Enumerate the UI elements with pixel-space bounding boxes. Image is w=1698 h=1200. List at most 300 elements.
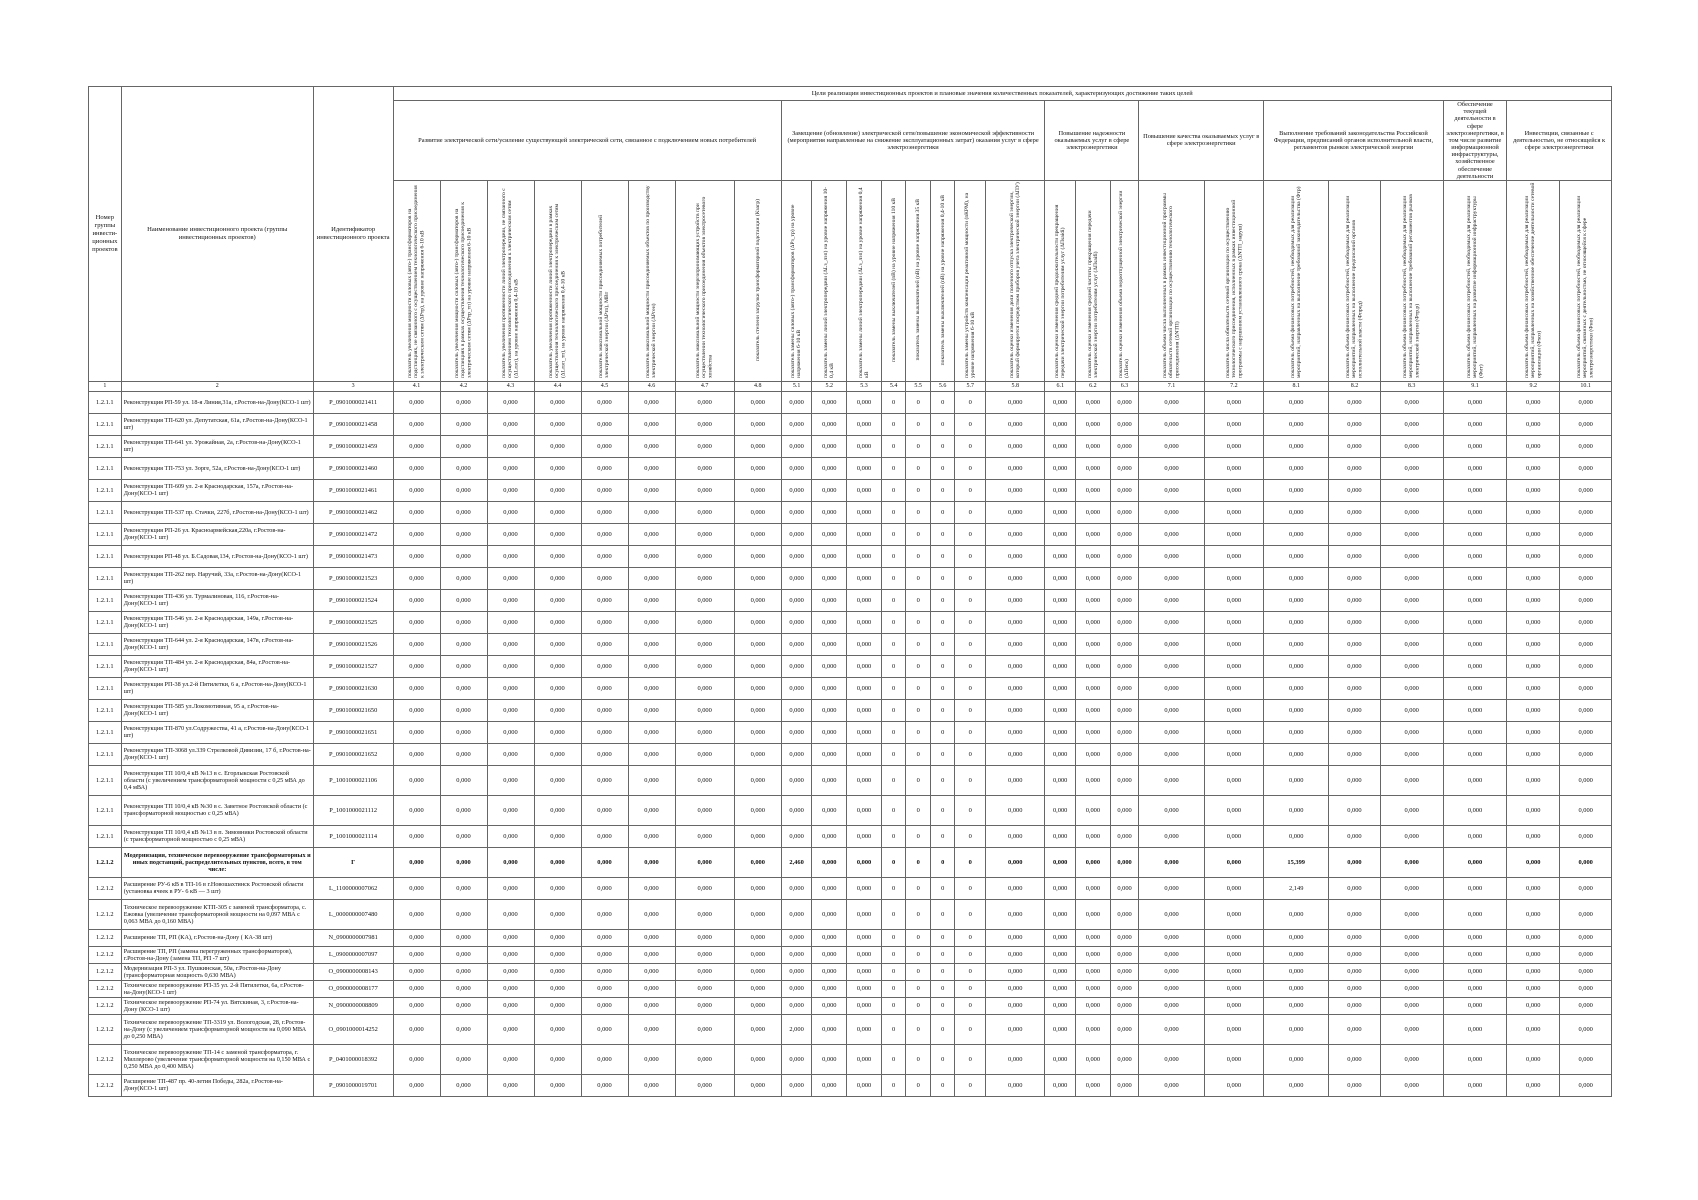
indicator-value: 0,000 xyxy=(1204,963,1263,980)
indicator-value: 0,000 xyxy=(534,457,581,479)
indicator-value: 0,000 xyxy=(487,545,534,567)
indicator-value: 0,000 xyxy=(675,501,734,523)
indicator-value: 0,000 xyxy=(581,457,628,479)
row-project-name: Модернизация РП-3 ул. Пушкинская, 50а, г.Ростов-на-Дону (трансформаторная мощность 0,630 МВА) xyxy=(121,963,313,980)
indicator-value: 0,000 xyxy=(675,847,734,877)
indicator-value: 0,000 xyxy=(847,929,882,946)
indicator-value: 0,000 xyxy=(847,1074,882,1096)
indicator-value: 0 xyxy=(906,825,931,847)
indicator-value: 0,000 xyxy=(1380,929,1443,946)
table-row xyxy=(89,589,1612,611)
indicator-header xyxy=(955,180,986,381)
indicator-value: 0,000 xyxy=(1329,963,1380,980)
row-project-id: Г xyxy=(313,847,393,877)
indicator-value: 2,460 xyxy=(781,847,812,877)
indicator-value: 0,000 xyxy=(581,413,628,435)
indicator-value: 0,000 xyxy=(393,633,440,655)
indicator-value: 0,000 xyxy=(1204,523,1263,545)
indicator-value: 0,000 xyxy=(1560,997,1612,1014)
indicator-value: 0,000 xyxy=(1507,699,1560,721)
indicator-value: 0,000 xyxy=(1380,946,1443,963)
indicator-value: 0,000 xyxy=(581,589,628,611)
indicator-value: 0,000 xyxy=(581,391,628,413)
indicator-value: 0,000 xyxy=(1045,391,1076,413)
indicator-value: 0,000 xyxy=(1045,567,1076,589)
row-project-name: Реконструкция ТП-484 ул. 2-я Краснодарская, 84а, г.Ростов-на-Дону(КСО-1 шт) xyxy=(121,655,313,677)
indicator-value: 0 xyxy=(955,825,986,847)
indicator-value: 0,000 xyxy=(812,929,847,946)
indicator-value: 0 xyxy=(881,457,906,479)
indicator-value: 0,000 xyxy=(986,929,1045,946)
indicator-header xyxy=(581,180,628,381)
indicator-value: 0 xyxy=(906,980,931,997)
indicator-value: 0 xyxy=(930,743,955,765)
indicator-value: 0 xyxy=(881,545,906,567)
indicator-value: 0,000 xyxy=(1045,501,1076,523)
indicator-value: 0,000 xyxy=(1110,699,1139,721)
indicator-value: 0,000 xyxy=(734,633,781,655)
indicator-header xyxy=(628,180,675,381)
indicator-value: 0,000 xyxy=(1507,980,1560,997)
indicator-value: 0,000 xyxy=(1264,435,1329,457)
indicator-value: 0,000 xyxy=(1329,567,1380,589)
indicator-value: 0,000 xyxy=(812,633,847,655)
indicator-value: 0,000 xyxy=(781,611,812,633)
row-project-id: O_0900000008143 xyxy=(313,963,393,980)
indicator-value: 0,000 xyxy=(1380,699,1443,721)
row-project-name: Реконструкция ТП-620 ул. Депутатская, 61а, г.Ростов-на-Дону(КСО-1 шт) xyxy=(121,413,313,435)
indicator-value: 0,000 xyxy=(440,825,487,847)
indicator-value: 0,000 xyxy=(812,743,847,765)
table-row xyxy=(89,765,1612,795)
row-project-name: Расширение ТП-487 пр. 40-летия Победы, 282а, г.Ростов-на-Дону(КСО-1 шт) xyxy=(121,1074,313,1096)
indicator-value: 0,000 xyxy=(1507,743,1560,765)
goal-group-header: Повышение качества оказываемых услуг в сфере электроэнергетики xyxy=(1139,101,1264,181)
indicator-value: 0,000 xyxy=(1264,523,1329,545)
indicator-value: 0,000 xyxy=(440,457,487,479)
indicator-value: 0,000 xyxy=(1110,1074,1139,1096)
indicator-value: 0,000 xyxy=(986,825,1045,847)
indicator-value: 0,000 xyxy=(581,946,628,963)
indicator-value: 0,000 xyxy=(1139,501,1204,523)
indicator-value: 0,000 xyxy=(1204,1074,1263,1096)
indicator-value: 0,000 xyxy=(628,633,675,655)
indicator-value: 0,000 xyxy=(628,899,675,929)
row-project-id: P_0901000021462 xyxy=(313,501,393,523)
indicator-value: 0 xyxy=(881,795,906,825)
indicator-header xyxy=(986,180,1045,381)
indicator-header xyxy=(1045,180,1076,381)
indicator-value: 2,149 xyxy=(1264,877,1329,899)
table-row xyxy=(89,699,1612,721)
indicator-value: 2,000 xyxy=(781,1014,812,1044)
indicator-header xyxy=(812,180,847,381)
indicator-value: 0,000 xyxy=(1139,655,1204,677)
indicator-value: 0,000 xyxy=(847,633,882,655)
indicator-value: 0,000 xyxy=(1139,633,1204,655)
indicator-value: 0 xyxy=(955,567,986,589)
row-project-id: P_0901000021523 xyxy=(313,567,393,589)
indicator-value: 0,000 xyxy=(1507,457,1560,479)
indicator-value: 0,000 xyxy=(1560,589,1612,611)
indicator-value: 0,000 xyxy=(781,633,812,655)
indicator-header xyxy=(1204,180,1263,381)
indicator-value: 0,000 xyxy=(581,699,628,721)
indicator-value: 0,000 xyxy=(581,435,628,457)
indicator-value: 0,000 xyxy=(581,899,628,929)
indicator-value: 0,000 xyxy=(1329,655,1380,677)
row-group-number: 1.2.1.1 xyxy=(89,795,122,825)
indicator-value: 0,000 xyxy=(1204,567,1263,589)
indicator-value: 0,000 xyxy=(734,699,781,721)
indicator-value: 0,000 xyxy=(1329,1074,1380,1096)
indicator-value: 0,000 xyxy=(1507,435,1560,457)
indicator-value: 0,000 xyxy=(1045,677,1076,699)
indicator-value: 0,000 xyxy=(440,699,487,721)
indicator-value: 0,000 xyxy=(1560,1044,1612,1074)
indicator-value: 0,000 xyxy=(847,1014,882,1044)
indicator-value: 0,000 xyxy=(1507,655,1560,677)
indicator-value: 0 xyxy=(955,721,986,743)
indicator-value: 0,000 xyxy=(1264,633,1329,655)
indicator-value: 0,000 xyxy=(440,413,487,435)
table-row xyxy=(89,743,1612,765)
indicator-value: 0,000 xyxy=(734,980,781,997)
indicator-value: 0 xyxy=(906,391,931,413)
indicator-value: 0,000 xyxy=(847,743,882,765)
indicator-value: 0,000 xyxy=(1329,946,1380,963)
indicator-header xyxy=(906,180,931,381)
indicator-value: 0,000 xyxy=(1076,545,1111,567)
indicator-value: 0,000 xyxy=(440,847,487,877)
indicator-value: 0,000 xyxy=(1204,946,1263,963)
indicator-value: 0,000 xyxy=(675,611,734,633)
indicator-value: 0,000 xyxy=(1139,980,1204,997)
indicator-value: 0,000 xyxy=(1329,997,1380,1014)
indicator-value: 0,000 xyxy=(847,545,882,567)
indicator-value: 0 xyxy=(930,589,955,611)
row-project-name: Реконструкция ТП-870 ул.Содружества, 41 а, г.Ростов-на-Дону(КСО-1 шт) xyxy=(121,721,313,743)
indicator-value: 0,000 xyxy=(781,655,812,677)
indicator-value: 0,000 xyxy=(675,457,734,479)
row-project-id: L_0000000007480 xyxy=(313,899,393,929)
indicator-value: 0,000 xyxy=(1329,765,1380,795)
indicator-value: 0 xyxy=(906,545,931,567)
indicator-value: 0,000 xyxy=(1380,825,1443,847)
indicator-value: 0,000 xyxy=(1110,877,1139,899)
indicator-value: 0,000 xyxy=(1045,523,1076,545)
indicator-value: 0,000 xyxy=(1443,899,1506,929)
indicator-value: 0 xyxy=(955,413,986,435)
indicator-value: 0,000 xyxy=(487,980,534,997)
indicator-value: 0,000 xyxy=(675,523,734,545)
table-row xyxy=(89,997,1612,1014)
indicator-header xyxy=(1076,180,1111,381)
indicator-value: 0,000 xyxy=(675,825,734,847)
column-index: 8.2 xyxy=(1329,381,1380,391)
indicator-value: 0,000 xyxy=(1045,743,1076,765)
indicator-value: 0,000 xyxy=(1264,677,1329,699)
indicator-value: 0 xyxy=(955,523,986,545)
row-project-name: Реконструкция ТП-753 ул. Зорге, 52а, г.Ростов-на-Дону(КСО-1 шт) xyxy=(121,457,313,479)
indicator-value: 0,000 xyxy=(1139,946,1204,963)
row-project-name: Реконструкция РП-48 ул. Б.Садовая,134, г.Ростов-на-Дону(КСО-1 шт) xyxy=(121,545,313,567)
indicator-value: 0,000 xyxy=(675,655,734,677)
indicator-header xyxy=(1443,180,1506,381)
indicator-value: 0,000 xyxy=(734,567,781,589)
indicator-value: 0,000 xyxy=(487,1074,534,1096)
row-project-name: Реконструкция ТП-644 ул. 2-я Краснодарская, 147в, г.Ростов-на-Дону(КСО-1 шт) xyxy=(121,633,313,655)
column-index: 4.6 xyxy=(628,381,675,391)
indicator-value: 0,000 xyxy=(1110,795,1139,825)
indicator-label: показатель объема финансовых потребностей, необходимых для реализации мероприятий, направленных на хозяйственное обеспечение деятельности сетевой организации (Фхоз) xyxy=(1524,182,1543,378)
indicator-value: 0,000 xyxy=(1507,633,1560,655)
indicator-value: 0 xyxy=(881,825,906,847)
table-row xyxy=(89,545,1612,567)
indicator-value: 0,000 xyxy=(581,655,628,677)
row-group-number: 1.2.1.1 xyxy=(89,721,122,743)
row-project-id: P_0401000018392 xyxy=(313,1044,393,1074)
table-row xyxy=(89,963,1612,980)
indicator-header xyxy=(1380,180,1443,381)
indicator-value: 0,000 xyxy=(1329,980,1380,997)
indicator-value: 0,000 xyxy=(1560,523,1612,545)
indicator-value: 0,000 xyxy=(534,523,581,545)
indicator-value: 0,000 xyxy=(1507,877,1560,899)
indicator-value: 0,000 xyxy=(1139,589,1204,611)
indicator-value: 0,000 xyxy=(1507,997,1560,1014)
indicator-value: 0,000 xyxy=(781,589,812,611)
indicator-value: 0,000 xyxy=(1110,413,1139,435)
indicator-value: 0,000 xyxy=(487,765,534,795)
row-project-id: L_1100000007062 xyxy=(313,877,393,899)
indicator-value: 0,000 xyxy=(986,479,1045,501)
indicator-value: 0,000 xyxy=(534,479,581,501)
indicator-value: 0,000 xyxy=(986,946,1045,963)
indicator-value: 0,000 xyxy=(1443,567,1506,589)
indicator-value: 0,000 xyxy=(393,611,440,633)
indicator-value: 0 xyxy=(955,1044,986,1074)
indicator-value: 0,000 xyxy=(534,567,581,589)
goal-group-header: Выполнение требований законодательства Российской Федерации, предписаний органов исполнительной власти, регламентов рынков электрической энергии xyxy=(1264,101,1444,181)
indicator-value: 0,000 xyxy=(581,877,628,899)
row-project-name: Реконструкция РП-38 ул.2-й Пятилетки, 6 а, г.Ростов-на-Дону(КСО-1 шт) xyxy=(121,677,313,699)
row-project-name: Расширение ТП, РП (замена перегруженных трансформаторов), г.Ростов-на-Дону (замена ТП, РП -7 шт) xyxy=(121,946,313,963)
indicator-value: 0,000 xyxy=(1264,501,1329,523)
indicator-value: 0,000 xyxy=(1139,1014,1204,1044)
indicator-value: 0,000 xyxy=(581,997,628,1014)
indicator-value: 0,000 xyxy=(487,997,534,1014)
indicator-value: 0 xyxy=(881,501,906,523)
indicator-value: 0 xyxy=(906,479,931,501)
indicator-value: 0,000 xyxy=(986,980,1045,997)
indicator-value: 0 xyxy=(881,435,906,457)
indicator-value: 0,000 xyxy=(1264,545,1329,567)
indicator-value: 0,000 xyxy=(1443,391,1506,413)
indicator-value: 0,000 xyxy=(1139,847,1204,877)
indicator-value: 0,000 xyxy=(1380,1044,1443,1074)
indicator-value: 0,000 xyxy=(1380,980,1443,997)
indicator-value: 0,000 xyxy=(781,946,812,963)
indicator-value: 0,000 xyxy=(440,946,487,963)
indicator-value: 0,000 xyxy=(628,611,675,633)
indicator-value: 0,000 xyxy=(1204,997,1263,1014)
indicator-value: 0,000 xyxy=(1045,479,1076,501)
goal-group-header: Замещение (обновление) электрической сети/повышение экономической эффективности (мероприятия направленные на снижение эксплуатационных затрат) оказания услуг в сфере электроэнергетики xyxy=(781,101,1045,181)
indicator-value: 0,000 xyxy=(781,825,812,847)
indicator-value: 0,000 xyxy=(393,655,440,677)
indicator-value: 0,000 xyxy=(812,1074,847,1096)
indicator-value: 0,000 xyxy=(440,479,487,501)
investment-goals-table xyxy=(88,86,1612,1097)
indicator-label: показатель оценки изменения средней частоты прекращения передачи электрической энергии потребителям услуг (ΔПsaifi) xyxy=(1086,210,1099,378)
indicator-value: 0,000 xyxy=(1110,743,1139,765)
indicator-value: 0,000 xyxy=(1139,611,1204,633)
indicator-value: 0 xyxy=(906,899,931,929)
indicator-value: 0,000 xyxy=(1560,795,1612,825)
row-project-id: N_0900000008809 xyxy=(313,997,393,1014)
indicator-label: показатель максимальной мощности энергопринимающих устройств при осуществлении технологического присоединения объектов электросетевого хозяйства xyxy=(695,196,714,378)
indicator-value: 0,000 xyxy=(1507,567,1560,589)
indicator-value: 0 xyxy=(955,743,986,765)
indicator-value: 0,000 xyxy=(1139,899,1204,929)
indicator-label: показатель оценки изменения объема недоотпущенной электрической энергии (ΔПens) xyxy=(1118,190,1131,378)
indicator-value: 0,000 xyxy=(986,699,1045,721)
indicator-value: 0,000 xyxy=(1045,633,1076,655)
indicator-value: 0,000 xyxy=(986,567,1045,589)
row-group-number: 1.2.1.2 xyxy=(89,946,122,963)
indicator-value: 0,000 xyxy=(781,457,812,479)
indicator-value: 0,000 xyxy=(986,1074,1045,1096)
indicator-value: 0,000 xyxy=(581,501,628,523)
indicator-value: 0,000 xyxy=(487,413,534,435)
indicator-value: 0,000 xyxy=(581,721,628,743)
indicator-value: 0,000 xyxy=(986,997,1045,1014)
indicator-value: 0,000 xyxy=(1110,501,1139,523)
row-project-id: P_0901000019701 xyxy=(313,1074,393,1096)
indicator-value: 0,000 xyxy=(1076,721,1111,743)
row-group-number: 1.2.1.2 xyxy=(89,997,122,1014)
row-group-number: 1.2.1.1 xyxy=(89,633,122,655)
column-index: 4.2 xyxy=(440,381,487,391)
indicator-value: 0,000 xyxy=(1045,1044,1076,1074)
indicator-value: 0,000 xyxy=(986,523,1045,545)
indicator-value: 0 xyxy=(930,795,955,825)
indicator-value: 0 xyxy=(906,847,931,877)
indicator-value: 0,000 xyxy=(1507,825,1560,847)
indicator-value: 0,000 xyxy=(986,391,1045,413)
table-row xyxy=(89,847,1612,877)
indicator-value: 0,000 xyxy=(847,589,882,611)
indicator-value: 0,000 xyxy=(1443,1074,1506,1096)
indicator-value: 0,000 xyxy=(1076,435,1111,457)
indicator-value: 0,000 xyxy=(781,963,812,980)
indicator-value: 0,000 xyxy=(1507,946,1560,963)
row-project-name: Техническое перевооружение РП-35 ул. 2-й Пятилетки, 6а, г.Ростов-на-Дону(КСО-1 шт) xyxy=(121,980,313,997)
header-col-group: Номер группы инвести-ционных проектов xyxy=(89,87,122,382)
indicator-value: 0,000 xyxy=(986,677,1045,699)
indicator-value: 0,000 xyxy=(1076,980,1111,997)
indicator-value: 0,000 xyxy=(1110,655,1139,677)
indicator-value: 0,000 xyxy=(1264,765,1329,795)
indicator-value: 0,000 xyxy=(734,1074,781,1096)
indicator-value: 0,000 xyxy=(781,435,812,457)
indicator-value: 0,000 xyxy=(1204,457,1263,479)
indicator-value: 0,000 xyxy=(628,825,675,847)
indicator-value: 0,000 xyxy=(1045,825,1076,847)
indicator-value: 0,000 xyxy=(581,545,628,567)
indicator-value: 0,000 xyxy=(1076,743,1111,765)
indicator-value: 0 xyxy=(881,523,906,545)
row-group-number: 1.2.1.1 xyxy=(89,611,122,633)
indicator-value: 0,000 xyxy=(440,677,487,699)
header-col-name: Наименование инвестиционного проекта (группы инвестиционных проектов) xyxy=(121,87,313,382)
indicator-value: 0,000 xyxy=(1045,795,1076,825)
indicator-value: 0,000 xyxy=(1380,501,1443,523)
indicator-value: 0,000 xyxy=(1204,655,1263,677)
indicator-value: 0 xyxy=(930,1044,955,1074)
column-index: 4.7 xyxy=(675,381,734,391)
indicator-value: 0,000 xyxy=(1443,1014,1506,1044)
indicator-value: 0 xyxy=(881,1074,906,1096)
indicator-value: 0,000 xyxy=(534,899,581,929)
indicator-value: 0 xyxy=(930,545,955,567)
indicator-value: 0,000 xyxy=(393,457,440,479)
indicator-value: 0,000 xyxy=(1443,677,1506,699)
indicator-value: 0,000 xyxy=(812,963,847,980)
indicator-value: 0,000 xyxy=(1139,795,1204,825)
indicator-value: 0 xyxy=(906,765,931,795)
indicator-value: 0,000 xyxy=(1139,877,1204,899)
indicator-value: 0,000 xyxy=(393,567,440,589)
indicator-value: 0 xyxy=(881,980,906,997)
indicator-value: 0,000 xyxy=(781,1074,812,1096)
indicator-value: 0 xyxy=(906,963,931,980)
indicator-value: 0,000 xyxy=(1264,929,1329,946)
row-project-id: P_0901000021525 xyxy=(313,611,393,633)
indicator-value: 0 xyxy=(930,1074,955,1096)
row-project-name: Реконструкция ТП-436 ул. Турмалиновая, 116, г.Ростов-на-Дону(КСО-1 шт) xyxy=(121,589,313,611)
row-project-name: Расширение РУ-6 кВ в ТП-16 в г.Новошахтинск Ростовской области (установка ячеек в РУ- 6 кВ — 3 шт) xyxy=(121,877,313,899)
indicator-value: 0,000 xyxy=(1380,567,1443,589)
row-group-number: 1.2.1.2 xyxy=(89,1074,122,1096)
indicator-value: 0,000 xyxy=(675,929,734,946)
indicator-value: 0,000 xyxy=(781,899,812,929)
indicator-value: 0,000 xyxy=(440,567,487,589)
indicator-value: 0 xyxy=(881,633,906,655)
row-project-id: P_0901000021473 xyxy=(313,545,393,567)
indicator-value: 0 xyxy=(930,633,955,655)
indicator-value: 0,000 xyxy=(1045,765,1076,795)
indicator-value: 0 xyxy=(930,523,955,545)
indicator-value: 0 xyxy=(930,611,955,633)
indicator-value: 0 xyxy=(930,721,955,743)
indicator-value: 0,000 xyxy=(734,825,781,847)
indicator-value: 0,000 xyxy=(812,795,847,825)
indicator-label: показатель объема финансовых потребностей, необходимых для реализации мероприятий, направленных на выполнение предписаний органов исполнительной власти (Фпред) xyxy=(1345,195,1364,378)
indicator-value: 0,000 xyxy=(1204,391,1263,413)
indicator-value: 0,000 xyxy=(1560,413,1612,435)
indicator-value: 0,000 xyxy=(1139,1074,1204,1096)
indicator-value: 0 xyxy=(955,847,986,877)
indicator-value: 0,000 xyxy=(1507,963,1560,980)
indicator-value: 0,000 xyxy=(734,929,781,946)
indicator-value: 0 xyxy=(955,963,986,980)
indicator-value: 0,000 xyxy=(812,589,847,611)
indicator-value: 0,000 xyxy=(1076,633,1111,655)
indicator-value: 0,000 xyxy=(534,743,581,765)
indicator-value: 0,000 xyxy=(393,929,440,946)
